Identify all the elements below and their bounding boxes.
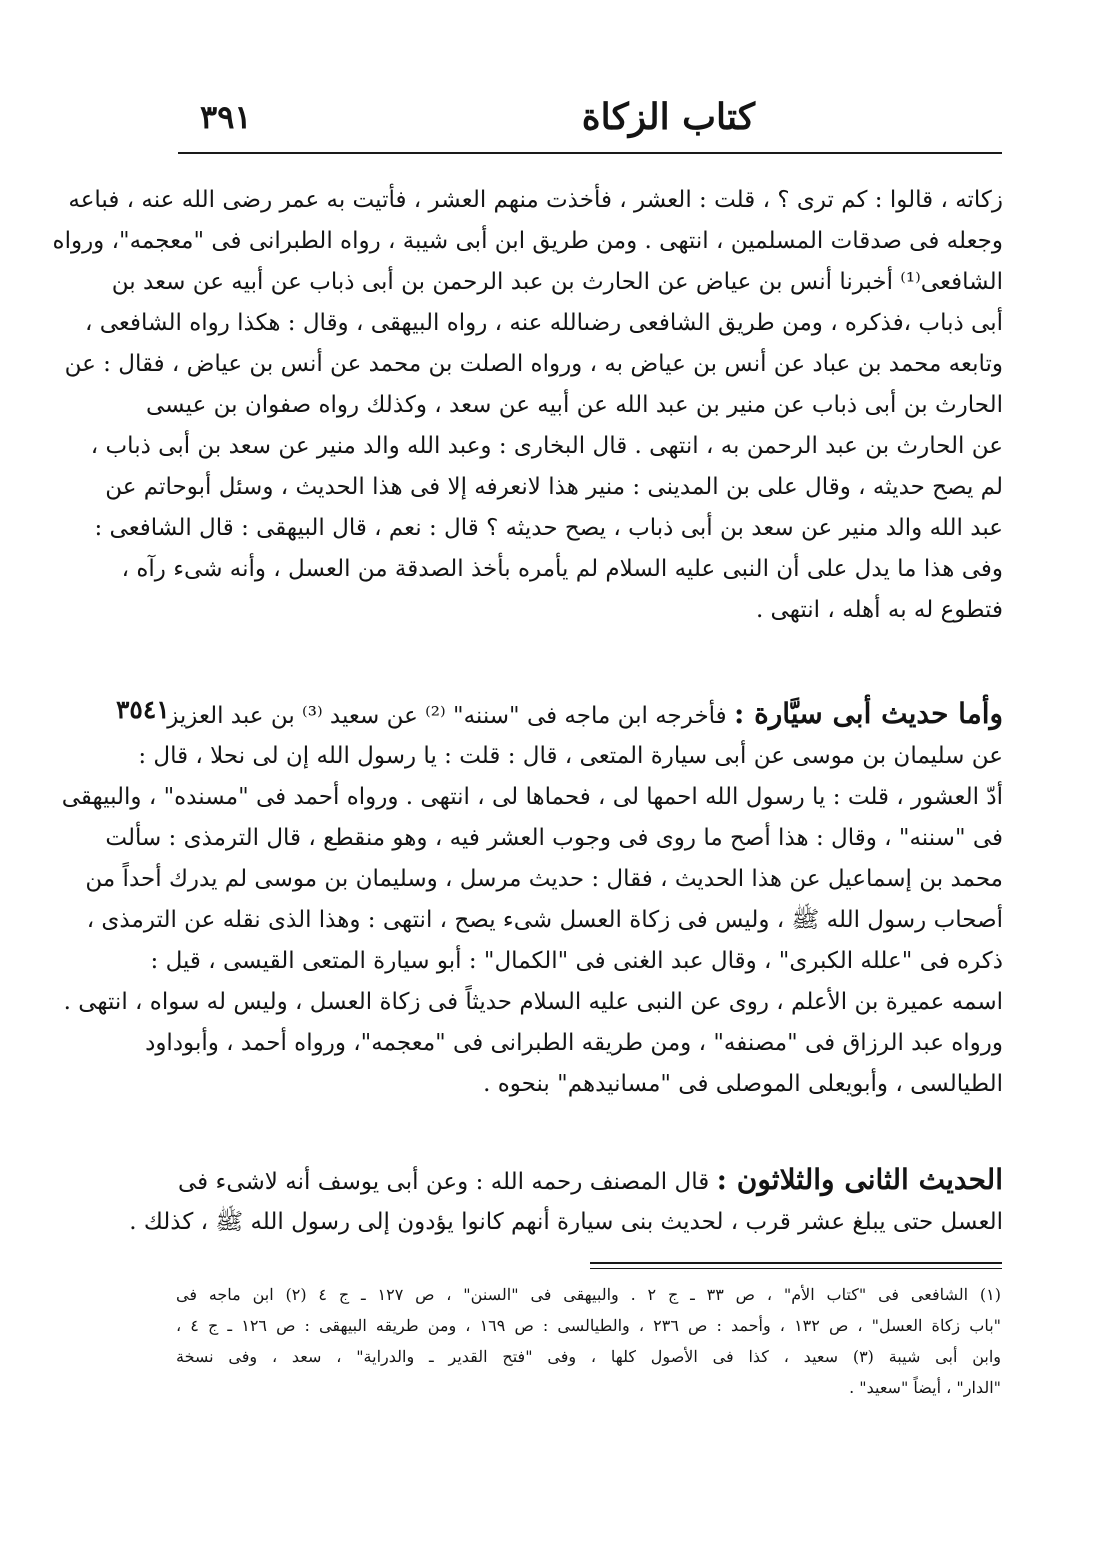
chapter-title: كتاب الزكاة — [581, 96, 755, 138]
text-line: وتابعه محمد بن عباد عن أنس بن عياض به ، ورواه الصلت بن محمد عن أنس بن عياض ، فقال : عن — [64, 351, 1003, 377]
text-line-first — [167, 692, 1003, 736]
footnote-line: (١) الشافعى فى "كتاب الأم" ، ص ٣٣ ـ ج ٢ . والبيهقى فى "السنن" ، ص ١٢٧ ـ ج ٤ (٢) ابن ماجه فى — [176, 1285, 1001, 1304]
text-line: زكاته ، قالوا : كم ترى ؟ ، قلت : العشر ، فأخذت منهم العشر ، فأتيت به عمر رضى الله عنه ، فباعه — [68, 187, 1003, 213]
text-line: وجعله فى صدقات المسلمين ، انتهى . ومن طريق ابن أبى شيبة ، رواه الطبرانى فى "معجمه"، ورواه — [52, 228, 1003, 254]
text-run: فأخرجه ابن ماجه فى "سننه" ⁽²⁾ عن سعيد ⁽³⁾ بن عبد العزيز — [167, 703, 734, 729]
text-line: الشافعى⁽¹⁾ أخبرنا أنس بن عياض عن الحارث بن عبد الرحمن بن أبى ذباب عن أبيه عن سعد بن — [111, 269, 1003, 295]
text-line: لم يصح حديثه ، وقال على بن المدينى : منير هذا لانعرفه إلا فى هذا الحديث ، وسئل أبوحاتم عن — [105, 474, 1003, 500]
text-line: وفى هذا ما يدل على أن النبى عليه السلام لم يأمره بأخذ الصدقة من العسل ، وأنه شىء رآه ، — [121, 556, 1003, 582]
text-line: فى "سننه" ، وقال : هذا أصح ما روى فى وجوب العشر فيه ، وهو منقطع ، قال الترمذى : سألت — [105, 825, 1003, 851]
footnote-line: "الدار" ، أيضاً "سعيد" . — [849, 1378, 1001, 1397]
text-line: عن الحارث بن عبد الرحمن به ، انتهى . قال البخارى : وعبد الله والد منير عن سعد بن أبى ذباب ، — [90, 433, 1003, 459]
footnote-divider-thin — [590, 1268, 1002, 1269]
footnote-line: "باب زكاة العسل" ، ص ١٣٢ ، وأحمد : ص ٢٣٦ ، والطيالسى : ص ١٦٩ ، ومن طريقه البيهقى : ص ١٢٦ ـ ج ٤ ، — [176, 1316, 1002, 1335]
text-line: الحارث بن أبى ذباب عن منير بن عبد الله عن أبيه عن سعد ، وكذلك رواه صفوان بن عيسى — [145, 392, 1003, 418]
text-line: فتطوع له به أهله ، انتهى . — [755, 597, 1003, 623]
text-line: محمد بن إسماعيل عن هذا الحديث ، فقال : حديث مرسل ، وسليمان بن موسى لم يدرك أحداً من — [85, 866, 1003, 892]
text-line: ذكره فى "علله الكبرى" ، وقال عبد الغنى فى "الكمال" : أبو سيارة المتعى القيسى ، قيل : — [150, 948, 1003, 974]
text-run: قال المصنف رحمه الله : وعن أبى يوسف أنه لاشىء فى — [178, 1169, 717, 1195]
text-line-first — [178, 1158, 1003, 1202]
footnote-line: وابن أبى شيبة (٣) سعيد ، كذا فى الأصول كلها ، وفى "فتح القدير ـ والدراية" ، سعد ، وفى نسخة — [176, 1347, 1001, 1366]
text-line: الطيالسى ، وأبويعلى الموصلى فى "مسانيدهم" بنحوه . — [483, 1071, 1003, 1097]
text-line: عبد الله والد منير عن سعد بن أبى ذباب ، يصح حديثه ؟ قال : نعم ، قال البيهقى : قال الشافعى : — [94, 515, 1003, 541]
page-header — [180, 90, 1000, 150]
page-number: ٣٩١ — [200, 98, 252, 136]
section-lead: وأما حديث أبى سيَّارة : — [734, 697, 1003, 730]
footnote-divider — [590, 1262, 1002, 1264]
text-line: ورواه عبد الرزاق فى "مصنفه" ، ومن طريقه الطبرانى فى "معجمه"، ورواه أحمد ، وأبوداود — [145, 1030, 1003, 1056]
text-line: أبى ذباب ،فذكره ، ومن طريق الشافعى رضىالله عنه ، رواه البيهقى ، وقال : هكذا رواه الشافعى ، — [84, 310, 1003, 336]
text-line: عن سليمان بن موسى عن أبى سيارة المتعى ، قال : قلت : يا رسول الله إن لى نحلا ، قال : — [138, 743, 1003, 769]
hadith-margin-number: ٣٥٤١ — [116, 695, 170, 724]
header-divider — [178, 152, 1002, 154]
text-line: العسل حتى يبلغ عشر قرب ، لحديث بنى سيارة أنهم كانوا يؤدون إلى رسول الله ﷺ ، كذلك . — [129, 1209, 1003, 1235]
text-line: أصحاب رسول الله ﷺ ، وليس فى زكاة العسل شىء يصح ، انتهى : وهذا الذى نقله عن الترمذى ، — [86, 907, 1003, 933]
section-lead: الحديث الثانى والثلاثون : — [716, 1163, 1003, 1196]
text-line: أدّ العشور ، قلت : يا رسول الله احمها لى ، فحماها لى ، انتهى . ورواه أحمد فى "مسنده" ، والبيهقى — [61, 784, 1003, 810]
text-line: اسمه عميرة بن الأعلم ، روى عن النبى عليه السلام حديثاً فى زكاة العسل ، وليس له سواه ، انتهى . — [63, 989, 1003, 1015]
